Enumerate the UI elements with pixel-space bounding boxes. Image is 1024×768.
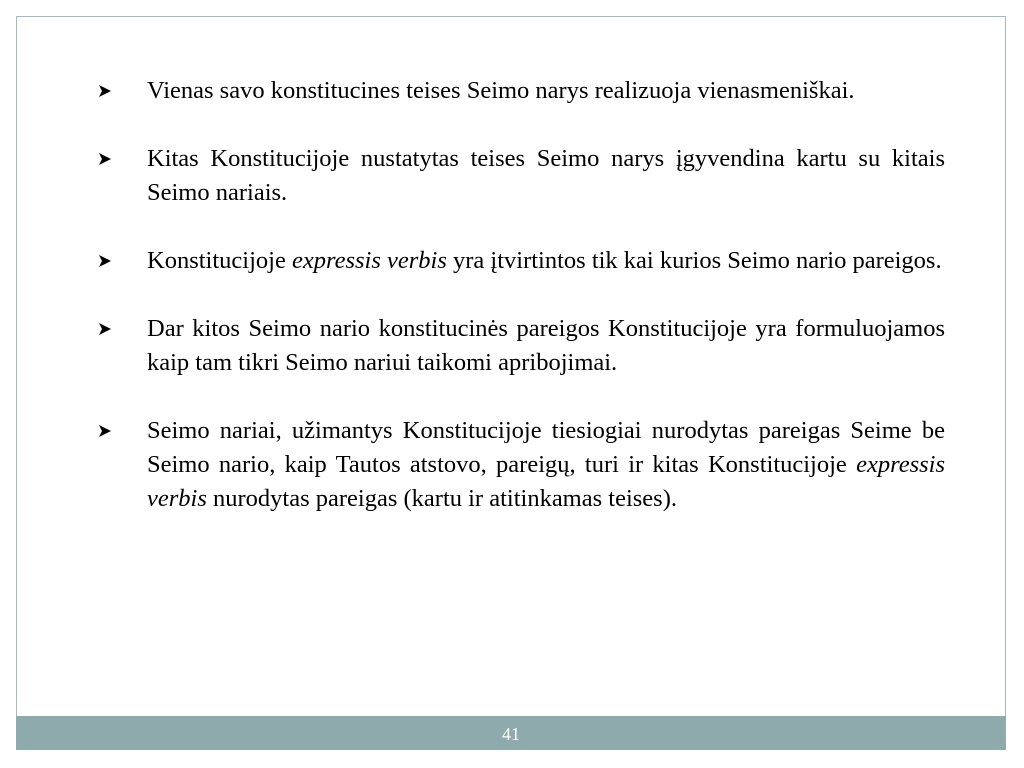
bullet-item — [97, 142, 945, 210]
bullet-text — [147, 312, 945, 380]
bullet-text — [147, 244, 945, 278]
bullet-text-segment: nurodytas pareigas (kartu ir atitinkamas teises). — [206, 485, 677, 512]
arrowhead-bullet-icon — [97, 142, 147, 176]
bullet-text-segment: Kitas Konstitucijoje nustatytas teises Seimo narys įgyvendina kartu su kitais Seimo nariais. — [147, 145, 945, 206]
bullet-item — [97, 74, 945, 108]
arrowhead-bullet-icon — [97, 414, 147, 448]
bullet-text-segment: Seimo nariai, užimantys Konstitucijoje tiesiogiai nurodytas pareigas Seime be Seimo nario, kaip Tautos atstovo, pareigų, turi ir kitas Konstitucijoje — [147, 417, 945, 478]
page-number: 41 — [502, 724, 520, 744]
bullet-text-segment: Vienas savo konstitucines teises Seimo narys realizuoja vienasmeniškai. — [147, 77, 855, 104]
arrowhead-bullet-icon — [97, 244, 147, 278]
bullet-item — [97, 244, 945, 278]
bullet-text — [147, 414, 945, 516]
bullet-text-segment: yra įtvirtintos tik kai kurios Seimo nario pareigos. — [446, 247, 942, 274]
bullet-text-segment: Konstitucijoje — [147, 247, 292, 274]
bullet-text — [147, 74, 945, 108]
bullet-text-italic-segment: expressis verbis — [291, 247, 447, 274]
bullet-item — [97, 312, 945, 380]
bullet-text — [147, 142, 945, 210]
bullet-text-segment: Dar kitos Seimo nario konstitucinės pareigos Konstitucijoje yra formuluojamos kaip tam tikri Seimo nariui taikomi apribojimai. — [147, 315, 945, 376]
arrowhead-bullet-icon — [97, 74, 147, 108]
footer-bar — [16, 716, 1006, 750]
bullet-item — [97, 414, 945, 516]
arrowhead-bullet-icon — [97, 312, 147, 346]
bullet-list — [97, 74, 945, 550]
bullet-text-italic-segment: expressis verbis — [147, 451, 945, 512]
